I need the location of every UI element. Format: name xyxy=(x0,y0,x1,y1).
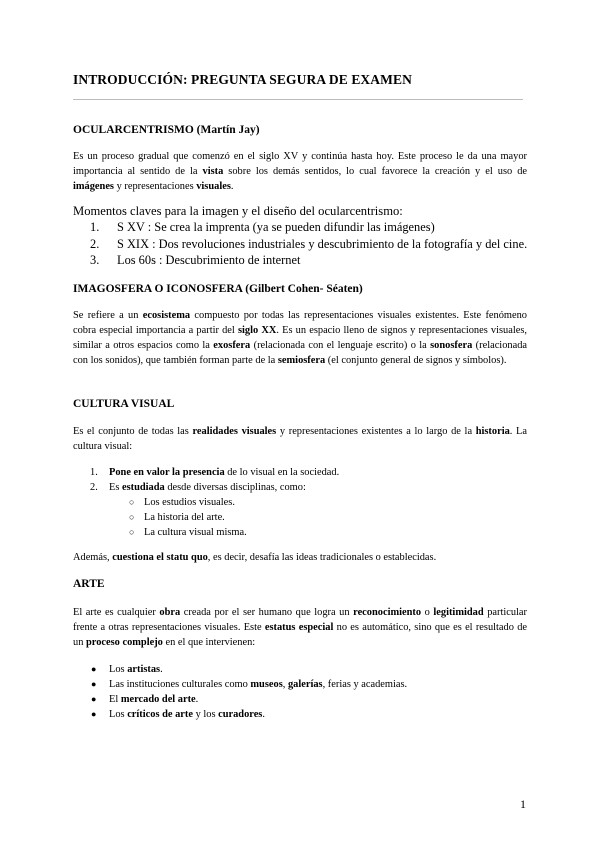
list-item: ● Las instituciones culturales como museos, galerías, ferias y academias. xyxy=(91,679,408,690)
heading-cultura-visual: CULTURA VISUAL xyxy=(73,398,175,410)
sub-list-item: ○ La cultura visual misma. xyxy=(129,527,247,538)
page-number: 1 xyxy=(520,797,526,811)
momentos-title: Momentos claves para la imagen y el diseño del ocularcentrismo: xyxy=(73,204,403,218)
heading-imagosfera: IMAGOSFERA O ICONOSFERA (Gilbert Cohen- Séaten) xyxy=(73,283,363,295)
paragraph-cultura-visual: Es el conjunto de todas las realidades visuales y representaciones existentes a lo largo de la historia. La cultura visual: xyxy=(73,426,527,452)
heading-arte: ARTE xyxy=(73,578,105,590)
paragraph-arte: El arte es cualquier obra creada por el ser humano que logra un reconocimiento o legitimidad particular frente a otras representaciones visuales. Este estatus especial no es automático, sino que es el resultado de un proceso complejo en el que intervienen: xyxy=(73,607,528,648)
heading-ocularcentrismo: OCULARCENTRISMO (Martín Jay) xyxy=(73,124,260,136)
document-title: INTRODUCCIÓN: PREGUNTA SEGURA DE EXAMEN xyxy=(73,72,412,87)
list-item: ● Los artistas. xyxy=(91,664,163,675)
list-item: ● Los críticos de arte y los curadores. xyxy=(91,709,265,720)
sub-list-item: ○ Los estudios visuales. xyxy=(129,497,235,508)
cultura-list xyxy=(73,465,339,540)
momentos-list xyxy=(73,219,527,269)
list-item: 2. S XIX : Dos revoluciones industriales y descubrimiento de la fotografía y del cine. xyxy=(90,236,528,251)
sub-list-item: ○ La historia del arte. xyxy=(129,512,225,523)
list-item: 3. Los 60s : Descubrimiento de internet xyxy=(90,253,301,267)
list-item: 2. Es estudiada desde diversas disciplinas, como: xyxy=(90,482,306,493)
arte-list xyxy=(73,662,407,722)
paragraph-imagosfera: Se refiere a un ecosistema compuesto por todas las representaciones visuales existentes. Este fenómeno cobra especial importancia a partir del siglo XX. Es un espacio lleno de signos y representaciones visuales, similar a otros espacios como la exosfera (relacionada con el lenguaje escrito) o la sonosfera (relacionada con los sonidos), que también forman parte de la semiosfera (el conjunto general de signos y símbolos). xyxy=(73,310,527,366)
list-item: ● El mercado del arte. xyxy=(91,694,199,705)
paragraph-ocularcentrismo: Es un proceso gradual que comenzó en el siglo XV y continúa hasta hoy. Este proceso le da una mayor importancia al sentido de la vista sobre los demás sentidos, lo cual favorece la creación y el uso de imágenes y representaciones visuales. xyxy=(73,151,528,192)
list-item: 1. S XV : Se crea la imprenta (ya se pueden difundir las imágenes) xyxy=(90,220,435,234)
title-divider xyxy=(73,99,523,100)
list-item: 1. Pone en valor la presencia de lo visual en la sociedad. xyxy=(90,467,340,478)
paragraph-cultura-after: Además, cuestiona el statu quo, es decir, desafía las ideas tradicionales o establecidas. xyxy=(73,552,437,563)
